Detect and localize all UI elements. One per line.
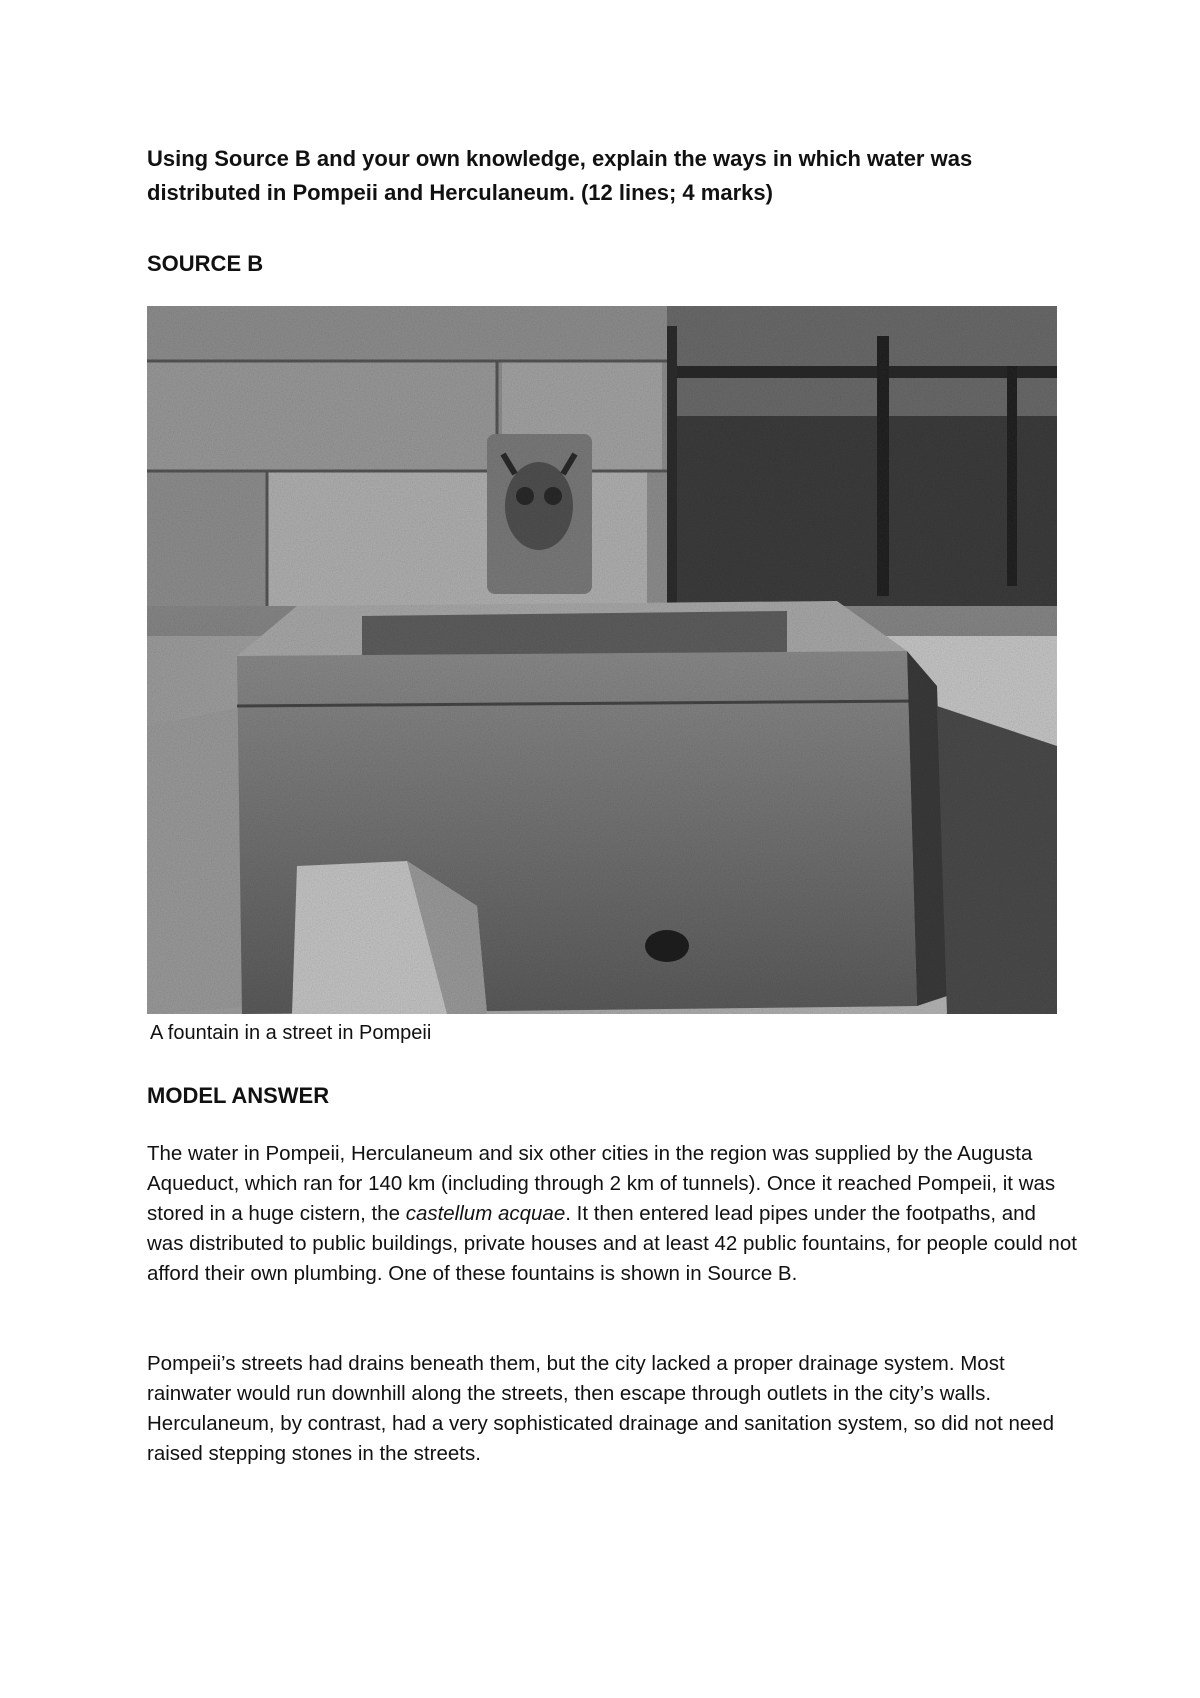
question-text: Using Source B and your own knowledge, explain the ways in which water was distributed in Pompeii and Herculaneum. (12 lines; 4 marks) (147, 146, 973, 205)
paragraph-1-text-before: The water in Pompeii, Herculaneum and six other cities in the region was supplied by the Augusta Aqueduct, which ran for 140 km (including through 2 km of tunnels). Once it reached Pompeii, it was stored in a huge cistern, the (147, 1142, 1056, 1225)
answer-paragraph-1 (147, 1139, 1077, 1289)
fountain-photo (147, 306, 1057, 1014)
castellum-acquae-term: castellum acquae (405, 1202, 566, 1225)
answer-paragraph-2: Pompeii’s streets had drains beneath them, but the city lacked a proper drainage system. Most rainwater would run downhill along the streets, then escape through outlets in the city’s walls. Herculaneum, by contrast, had a very sophisticated drainage and sanitation system, so did not need raised stepping stones in the streets. (147, 1352, 1055, 1465)
source-heading: SOURCE B (147, 251, 264, 276)
paragraph-1-text-after: . It then entered lead pipes under the footpaths, and was distributed to public buildings, private houses and at least 42 public fountains, for people could not afford their own plumbing. One of these fountains is shown in Source B. (147, 1202, 1077, 1285)
photo-caption: A fountain in a street in Pompeii (150, 1022, 432, 1044)
model-answer-heading: MODEL ANSWER (147, 1083, 330, 1108)
